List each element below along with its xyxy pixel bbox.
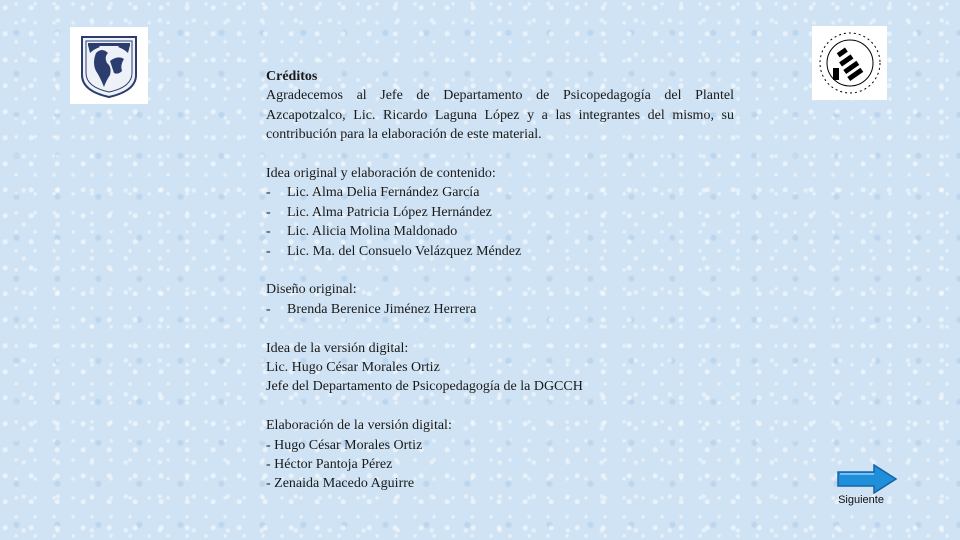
credit-list-item: - Héctor Pantoja Pérez bbox=[266, 457, 393, 473]
unam-seal-icon bbox=[74, 31, 144, 101]
design-heading: Diseño original: bbox=[266, 282, 357, 298]
digital-making-heading: Elaboración de la versión digital: bbox=[266, 418, 452, 434]
cch-logo-icon bbox=[815, 28, 885, 98]
credits-content bbox=[266, 67, 734, 494]
credit-list-item: - Lic. Alma Patricia López Hernández bbox=[266, 204, 492, 220]
credit-list-item: - Brenda Berenice Jiménez Herrera bbox=[266, 301, 477, 317]
credit-list-item: - Lic. Alma Delia Fernández García bbox=[266, 185, 480, 201]
digital-idea-heading: Idea de la versión digital: bbox=[266, 340, 409, 356]
credit-list-item: - Lic. Ma. del Consuelo Velázquez Méndez bbox=[266, 243, 522, 259]
credit-list-item: - Hugo César Morales Ortiz bbox=[266, 437, 423, 453]
credit-line: Jefe del Departamento de Psicopedagogía de la DGCCH bbox=[266, 379, 583, 395]
credit-list-item: - Zenaida Macedo Aguirre bbox=[266, 476, 415, 492]
next-label[interactable]: Siguiente bbox=[838, 494, 884, 506]
unam-logo bbox=[70, 27, 148, 104]
arrow-right-icon[interactable] bbox=[836, 464, 898, 494]
credit-list-item: - Lic. Alicia Molina Maldonado bbox=[266, 224, 458, 240]
cch-logo bbox=[812, 26, 887, 100]
next-button[interactable] bbox=[836, 464, 898, 494]
credits-intro: Agradecemos al Jefe de Departamento de Psicopedagogía del Plantel Azcapotzalco, Lic. Ricardo Laguna López y a las integrantes del mismo, su contribución para la elaboración de este material. bbox=[266, 88, 734, 143]
credits-title: Créditos bbox=[266, 69, 318, 84]
credit-line: Lic. Hugo César Morales Ortiz bbox=[266, 360, 440, 376]
idea-heading: Idea original y elaboración de contenido: bbox=[266, 166, 496, 182]
